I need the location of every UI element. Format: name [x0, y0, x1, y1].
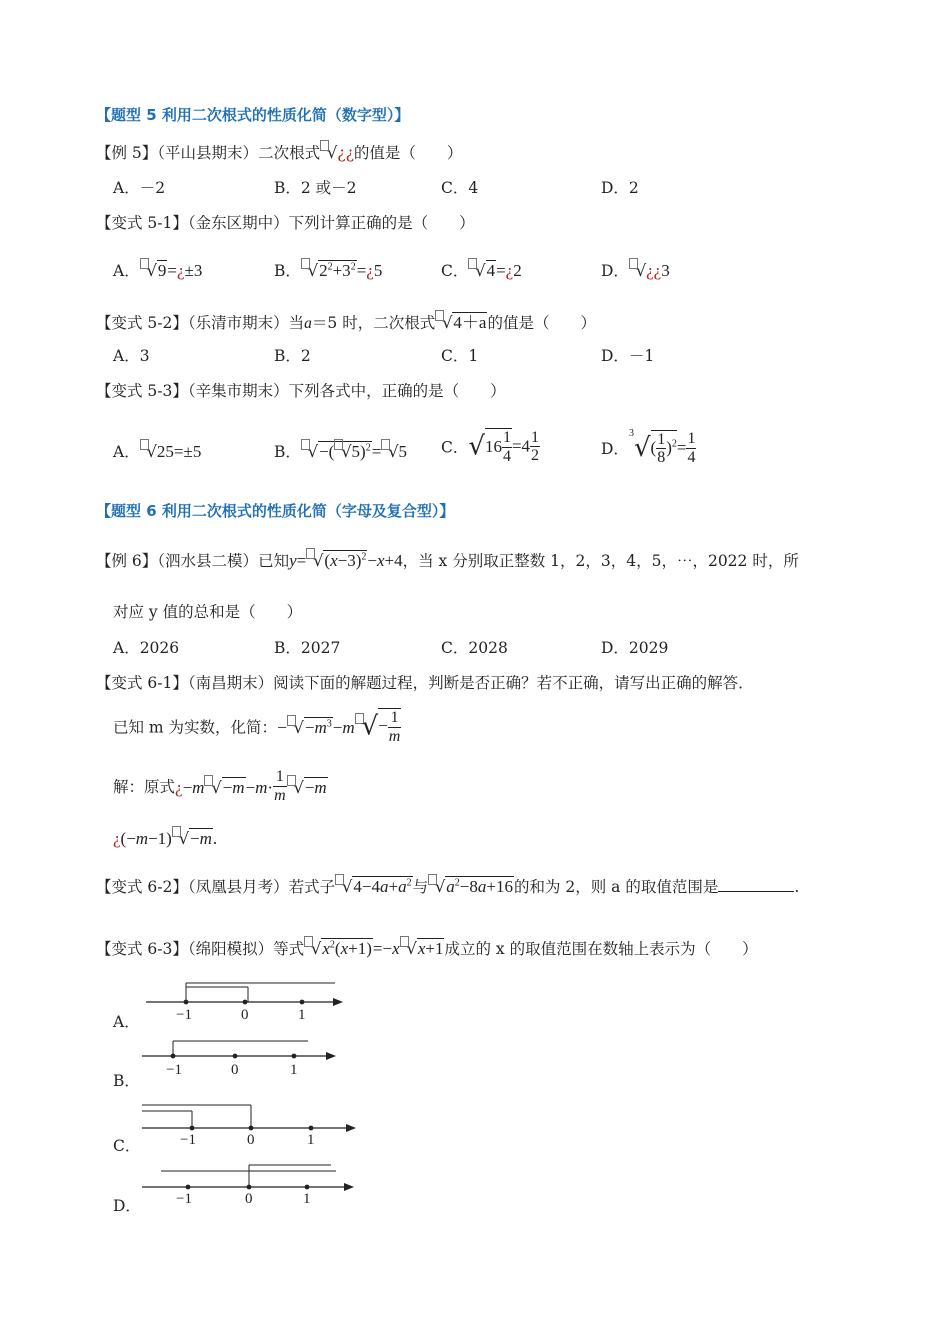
- svg-text:−1: −1: [180, 1132, 196, 1148]
- example-5-pre: 二次根式: [258, 144, 321, 162]
- svg-text:0: 0: [247, 1132, 255, 1148]
- svg-text:0: 0: [231, 1062, 239, 1078]
- variant-5-2-option-d: D．－1: [601, 347, 655, 365]
- svg-text:−1: −1: [166, 1062, 182, 1078]
- example-5-option-d: D．2: [601, 179, 639, 197]
- axis-arrow-icon: [326, 1052, 336, 1060]
- variant-5-3-option-b: B． √−( √5)$^2$= √5: [274, 439, 407, 462]
- point-minus-1: [184, 1000, 189, 1005]
- tick-label-minus-1: −1: [176, 1007, 192, 1023]
- variant-6-3-option-c[interactable]: C．: [113, 1137, 141, 1155]
- tick-label-1: 1: [298, 1007, 306, 1023]
- axis-arrow-icon: [333, 998, 343, 1006]
- example-5-label: 【例 5】: [96, 144, 158, 162]
- example-5-option-b: B．2 或－2: [274, 179, 357, 197]
- variant-6-3-question: 【变式 6-3】（绵阳模拟）等式 $√x^2(x+1)=-x$ √x+1成立的 x 的取值范围在数轴上表示为（ ）: [96, 936, 758, 959]
- variant-5-1-option-c: C． √4=¿2: [441, 258, 522, 281]
- variant-5-3-question: 【变式 5-3】（辛集市期末）下列各式中，正确的是（ ）: [96, 382, 506, 400]
- variant-5-3-option-d: D．$^3$√( $\frac{1}{8}$ )$^2$= $\frac{1}{4}$: [601, 428, 696, 467]
- variant-5-1-option-a: A． √9=¿±3: [113, 258, 202, 281]
- number-line-b[interactable]: [138, 1037, 353, 1081]
- garbled-glyph: ¿¿: [337, 144, 354, 162]
- example-6-option-c: C．2028: [441, 639, 508, 657]
- section-5-title: 【题型 5 利用二次根式的性质化简（数字型）】: [96, 106, 410, 124]
- number-line-d[interactable]: [138, 1160, 363, 1208]
- variant-5-1-text: 下列计算正确的是（ ）: [288, 214, 475, 232]
- variant-6-3-option-a[interactable]: A．: [113, 1013, 140, 1031]
- sqrt-icon: √: [327, 143, 338, 162]
- answer-blank[interactable]: [718, 891, 794, 892]
- svg-text:1: 1: [303, 1191, 311, 1207]
- sqrt-icon: √: [307, 442, 319, 461]
- svg-text:1: 1: [290, 1062, 298, 1078]
- variant-6-1-solution-line2: ¿(−m−1) √−m.: [113, 826, 217, 849]
- point-1: [300, 1000, 305, 1005]
- sqrt-icon: √: [475, 261, 486, 280]
- variant-5-2-option-b: B．2: [274, 347, 311, 365]
- example-6-question: 【例 6】（泗水县二模）已知$y= √(x-3)^2-x+4$，当 x 分别取正整数 1，2，3，4，5，⋯，2022 时，所: [96, 548, 799, 571]
- variant-5-2-question: 【变式 5-2】（乐清市期末）当a＝5 时，二次根式 √4＋a的值是（ ）: [96, 308, 596, 333]
- axis-arrow-icon: [344, 1183, 354, 1191]
- variant-6-1-solution: 解：原式¿−m √−m−m· $\frac{1}{m}$ √−m: [113, 768, 327, 804]
- example-5-source: （平山县期末）: [157, 144, 259, 162]
- example-6-option-b: B．2027: [274, 639, 341, 657]
- sqrt-icon: √: [442, 313, 453, 332]
- number-line-a[interactable]: [138, 978, 353, 1026]
- point-0: [243, 1000, 248, 1005]
- sqrt-icon: √: [307, 261, 319, 280]
- variant-5-2-option-c: C．1: [441, 347, 479, 365]
- variant-5-1-question: [96, 211, 475, 233]
- sqrt-icon: √: [146, 442, 157, 461]
- variant-6-2-question: 【变式 6-2】（凤凰县月考）若式子 $√4-4a+a^2$与 $√a^2-8a+16$的和为 2，则 a 的取值范围是 .: [96, 874, 799, 897]
- variant-5-3-option-a: A． √25=±5: [113, 439, 201, 462]
- example-5-option-a: A．－2: [113, 179, 166, 197]
- example-5-post: 的值是（ ）: [353, 144, 463, 162]
- number-line-c[interactable]: [138, 1100, 363, 1148]
- svg-text:−1: −1: [176, 1191, 192, 1207]
- variant-6-1-question: 【变式 6-1】（南昌期末）阅读下面的解题过程，判断是否正确？若不正确，请写出正确的解答．: [96, 674, 754, 692]
- axis-arrow-icon: [346, 1124, 356, 1132]
- variant-6-3-option-d[interactable]: D．: [113, 1197, 141, 1215]
- section-6-title: 【题型 6 利用二次根式的性质化简（字母及复合型）】: [96, 502, 455, 520]
- example-6-option-d: D．2029: [601, 639, 669, 657]
- variant-6-1-given: 已知 m 为实数，化简：− $√-m^3-m$ √− $\frac{1}{m}$: [113, 709, 401, 745]
- variant-5-1-option-d: D． √¿¿3: [601, 258, 670, 281]
- example-5-question: [96, 140, 462, 163]
- sqrt-icon: √: [635, 261, 647, 280]
- svg-text:0: 0: [245, 1191, 253, 1207]
- variant-5-3-option-c: C．√16 $\frac{1}{4}$ =4 $\frac{1}{2}$: [441, 428, 540, 465]
- variant-5-2-option-a: A．3: [113, 347, 150, 365]
- variant-5-1-label: 【变式 5-1】: [96, 214, 188, 232]
- example-6-question-line2: 对应 y 值的总和是（ ）: [113, 603, 303, 621]
- variant-6-3-option-b[interactable]: B．: [113, 1072, 140, 1090]
- tick-label-0: 0: [241, 1007, 249, 1023]
- sqrt-icon: √: [146, 261, 157, 280]
- svg-text:1: 1: [307, 1132, 315, 1148]
- variant-5-1-option-b: B． $√2^2+3^2=¿5$: [274, 258, 382, 281]
- variant-5-1-source: （金东区期中）: [187, 214, 289, 232]
- example-6-option-a: A．2026: [113, 639, 180, 657]
- example-5-option-c: C．4: [441, 179, 479, 197]
